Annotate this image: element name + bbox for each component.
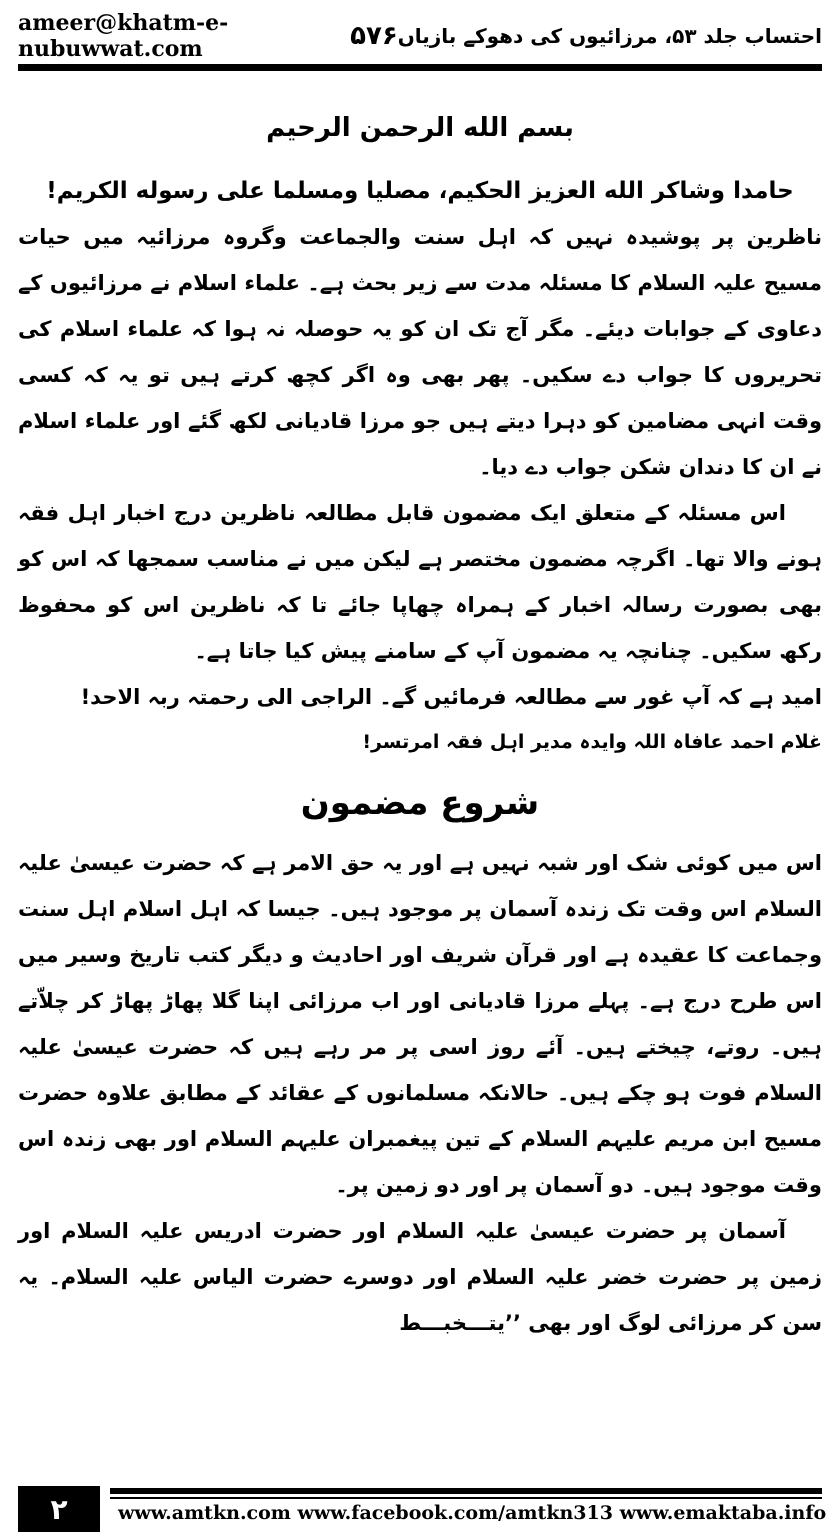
page-header [18,10,822,62]
page-content [18,108,822,1346]
body-paragraph: اس میں کوئی شک اور شبہ نہیں ہے اور یہ حق الامر ہے کہ حضرت عیسیٰ علیہ السلام اس وقت تک زندہ آسمان پر موجود ہیں۔ جیسا کہ اہل اسلام اہل سنت وجماعت کا عقیدہ ہے اور قرآن شریف اور احادیث و دیگر کتب تاریخ وسیر میں اس طرح درج ہے۔ پہلے مرزا قادیانی اور اب مرزائی اپنا گلا پھاڑ پھاڑ کر چلاّتے ہیں۔ روتے، چیختے ہیں۔ آئے روز اسی پر مر رہے ہیں کہ حضرت عیسیٰ علیہ السلام فوت ہو چکے ہیں۔ حالانکہ مسلمانوں کے عقائد کے مطابق علاوہ حضرت مسیح ابن مریم علیہم السلام کے تین پیغمبران علیہم السلام اور بھی زندہ اس وقت موجود ہیں۔ دو آسمان پر اور دو زمین پر۔ [18,851,822,1197]
footer-rule-thin [110,1497,822,1499]
section-title: شروع مضمون [300,783,540,823]
intro-paragraph: امید ہے کہ آپ غور سے مطالعہ فرمائیں گے۔ الراجی الی رحمتہ ربہ الاحد! [80,685,822,709]
bismillah: بسم الله الرحمن الرحيم [266,113,574,143]
page-footer [18,1486,827,1532]
intro-paragraph: اس مسئلہ کے متعلق ایک مضمون قابل مطالعہ ناظرین درج اخبار اہل فقہ ہونے والا تھا۔ اگرچہ مضمون مختصر ہے لیکن میں نے مناسب سمجھا کہ اس کو بھی بصورت رسالہ اخبار کے ہمراہ چھاپا جائے تا کہ ناظرین اس کو محفوظ رکھ سکیں۔ چنانچہ یہ مضمون آپ کے سامنے پیش کیا جاتا ہے۔ [18,501,822,663]
header-running-title: احتساب جلد ۵۳، مرزائیوں کی دھوکے بازیاں [397,24,822,48]
intro-paragraph: ناظرین پر پوشیدہ نہیں کہ اہل سنت والجماعت وگروہ مرزائیہ میں حیات مسیح علیہ السلام کا مسئلہ مدت سے زیر بحث ہے۔ علماء اسلام نے مرزائیوں کے دعاوی کے جوابات دیئے۔ مگر آج تک ان کو یہ حوصلہ نہ ہوا کہ علماء اسلام کی تحریروں کا جواب دے سکیں۔ پھر بھی وہ اگر کچھ کرتے ہیں تو یہ کہ کسی وقت انہی مضامین کو دہرا دیتے ہیں جو مرزا قادیانی لکھ گئے اور علماء اسلام نے ان کا دندان شکن جواب دے دیا۔ [18,225,822,479]
header-page-number: ۵۷۶ [350,21,398,51]
footer-rule-thick [110,1488,822,1494]
footer-page-number: ۲ [18,1486,100,1532]
header-email[interactable]: ameer@khatm-e-nubuwwat.com [18,10,229,62]
header-rule [18,64,822,71]
body-paragraph: آسمان پر حضرت عیسیٰ علیہ السلام اور حضرت ادریس علیہ السلام اور زمین پر حضرت خضر علیہ السلام اور دوسرے حضرت الیاس علیہ السلام۔ یہ سن کر مرزائی لوگ اور بھی ’’یتـــخبـــط [18,1219,822,1335]
header-left [18,10,398,62]
footer-links[interactable]: www.amtkn.com www.facebook.com/amtkn313 www.emaktaba.info [118,1502,827,1524]
signature: غلام احمد عافاہ اللہ وایدہ مدیر اہل فقہ امرتسر! [362,731,822,753]
opening-invocation: حامدا وشاكر الله العزيز الحكيم، مصليا ومسلما على رسوله الكريم! [46,178,794,204]
